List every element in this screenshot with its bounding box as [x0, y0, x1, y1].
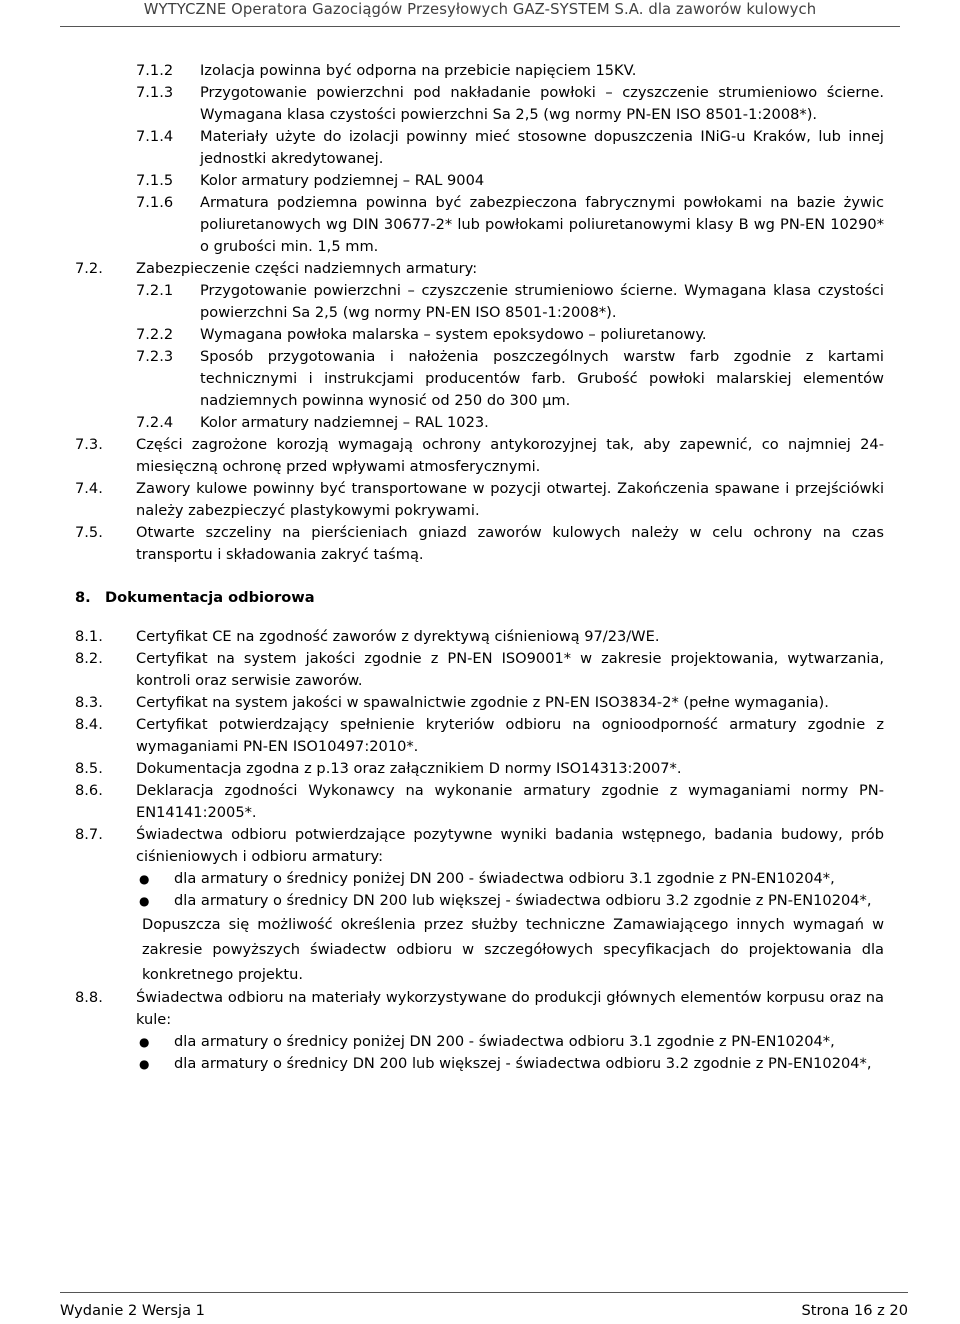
list-item: [0, 434, 960, 478]
item-number: 7.1.6: [136, 194, 174, 211]
item-number: 8.4.: [75, 716, 103, 733]
footer-edition: Wydanie 2 Wersja 1: [60, 1302, 205, 1319]
bullet-item: [0, 1031, 960, 1053]
bullet-item: [0, 868, 960, 890]
list-item: [0, 626, 960, 648]
list-item: [0, 522, 960, 566]
bullet-text: dla armatury o średnicy poniżej DN 200 - świadectwa odbioru 3.1 zgodnie z PN-EN10204*,: [174, 870, 835, 887]
bullet-item: [0, 890, 960, 912]
item-number: 7.1.4: [136, 128, 174, 145]
bullet-text: dla armatury o średnicy DN 200 lub większej - świadectwa odbioru 3.2 zgodnie z PN-EN10204*,: [174, 892, 872, 909]
item-number: 8.3.: [75, 694, 103, 711]
item-text: Kolor armatury nadziemnej – RAL 1023.: [200, 414, 489, 431]
item-text: Certyfikat na system jakości w spawalnictwie zgodnie z PN-EN ISO3834-2* (pełne wymagania).: [136, 694, 829, 711]
item-number: 8.1.: [75, 628, 103, 645]
item-text: Kolor armatury podziemnej – RAL 9004: [200, 172, 485, 189]
bullet-icon: ●: [139, 1057, 150, 1071]
item-number: 8.8.: [75, 989, 103, 1006]
item-text: Certyfikat na system jakości zgodnie z PN-EN ISO9001* w zakresie projektowania, wytwarzania, kontroli oraz serwisie zaworów.: [136, 650, 884, 689]
section-number: 8.: [75, 589, 91, 606]
note-paragraph: Dopuszcza się możliwość określenia przez służby techniczne Zamawiającego innych wymagań w zakresie powyższych świadectw odbioru w szczegółowych specyfikacjach do projektowania dla konkretnego projektu.: [142, 916, 884, 983]
list-item: [0, 60, 960, 82]
header-title: WYTYCZNE Operatora Gazociągów Przesyłowych GAZ-SYSTEM S.A. dla zaworów kulowych: [143, 1, 817, 18]
page-header: [0, 0, 960, 34]
list-item: [0, 280, 960, 324]
item-number: 8.2.: [75, 650, 103, 667]
item-text: Wymagana powłoka malarska – system epoksydowo – poliuretanowy.: [200, 326, 707, 343]
list-item: [0, 987, 960, 1031]
item-number: 7.2.1: [136, 282, 174, 299]
item-text: Izolacja powinna być odporna na przebicie napięciem 15KV.: [200, 62, 637, 79]
item-text: Świadectwa odbioru na materiały wykorzystywane do produkcji głównych elementów korpusu oraz na kule:: [136, 989, 884, 1028]
item-text: Certyfikat potwierdzający spełnienie kryteriów odbioru na ognioodporność armatury zgodnie z wymaganiami PN-EN ISO10497:2010*.: [136, 716, 884, 755]
item-text: Zabezpieczenie części nadziemnych armatury:: [136, 260, 478, 277]
item-text: Otwarte szczeliny na pierścieniach gniazd zaworów kulowych należy w celu ochrony na czas transportu i składowania zakryć taśmą.: [136, 524, 884, 563]
list-item: [0, 412, 960, 434]
item-number: 7.4.: [75, 480, 103, 497]
item-text: Dokumentacja zgodna z p.13 oraz załącznikiem D normy ISO14313:2007*.: [136, 760, 682, 777]
item-text: Materiały użyte do izolacji powinny mieć stosowne dopuszczenia INiG-u Kraków, lub innej jednostki akredytowanej.: [200, 128, 884, 167]
list-item: [0, 758, 960, 780]
document-body: [0, 60, 960, 1075]
item-text: Deklaracja zgodności Wykonawcy na wykonanie armatury zgodnie z wymaganiami normy PN-EN14141:2005*.: [136, 782, 884, 821]
item-number: 7.3.: [75, 436, 103, 453]
item-text: Certyfikat CE na zgodność zaworów z dyrektywą ciśnieniową 97/23/WE.: [136, 628, 660, 645]
list-item: [0, 714, 960, 758]
item-number: 8.5.: [75, 760, 103, 777]
page-footer: [60, 1292, 908, 1321]
list-item: [0, 258, 960, 280]
list-item: [0, 692, 960, 714]
section-title: Dokumentacja odbiorowa: [105, 589, 315, 606]
list-item: [0, 648, 960, 692]
item-text: Zawory kulowe powinny być transportowane w pozycji otwartej. Zakończenia spawane i przejściówki należy zabezpieczyć plastykowymi pokrywami.: [136, 480, 884, 519]
item-number: 7.2.2: [136, 326, 174, 343]
item-text: Armatura podziemna powinna być zabezpieczona fabrycznymi powłokami na bazie żywic poliuretanowych wg DIN 30677-2* lub powłokami poliuretanowymi klasy B wg PN-EN 10290* o grubości min. 1,5 mm.: [200, 194, 884, 255]
section-heading: [0, 587, 960, 609]
list-item: [0, 126, 960, 170]
list-item: [0, 192, 960, 258]
item-number: 7.1.5: [136, 172, 174, 189]
bullet-icon: ●: [139, 872, 150, 886]
bullet-item: [0, 1053, 960, 1075]
bullet-icon: ●: [139, 894, 150, 908]
list-item: [0, 780, 960, 824]
list-item: [0, 170, 960, 192]
header-rule: [60, 26, 900, 27]
item-number: 8.7.: [75, 826, 103, 843]
item-text: Przygotowanie powierzchni pod nakładanie powłoki – czyszczenie strumieniowo ścierne. Wymagana klasa czystości powierzchni Sa 2,5 (wg normy PN-EN ISO 8501-1:2008*).: [200, 84, 884, 123]
item-number: 7.2.4: [136, 414, 174, 431]
item-number: 8.6.: [75, 782, 103, 799]
bullet-text: dla armatury o średnicy poniżej DN 200 - świadectwa odbioru 3.1 zgodnie z PN-EN10204*,: [174, 1033, 835, 1050]
footer-page-number: Strona 16 z 20: [801, 1302, 908, 1319]
item-number: 7.1.3: [136, 84, 174, 101]
list-item: [0, 324, 960, 346]
item-text: Świadectwa odbioru potwierdzające pozytywne wyniki badania wstępnego, badania budowy, prób ciśnieniowych i odbioru armatury:: [136, 826, 884, 865]
list-item: [0, 824, 960, 868]
item-number: 7.5.: [75, 524, 103, 541]
item-number: 7.2.: [75, 260, 103, 277]
bullet-icon: ●: [139, 1035, 150, 1049]
list-item: [0, 346, 960, 412]
bullet-text: dla armatury o średnicy DN 200 lub większej - świadectwa odbioru 3.2 zgodnie z PN-EN10204*,: [174, 1055, 872, 1072]
item-text: Przygotowanie powierzchni – czyszczenie strumieniowo ścierne. Wymagana klasa czystości powierzchni Sa 2,5 (wg normy PN-EN ISO 8501-1:2008*).: [200, 282, 884, 321]
item-number: 7.2.3: [136, 348, 174, 365]
item-text: Sposób przygotowania i nałożenia poszczególnych warstw farb zgodnie z kartami technicznymi i instrukcjami producentów farb. Grubość powłoki malarskiej elementów nadziemnych powinna wynosić od 250 do 300 µm.: [200, 348, 884, 409]
list-item: [0, 82, 960, 126]
list-item: [0, 478, 960, 522]
item-text: Części zagrożone korozją wymagają ochrony antykorozyjnej tak, aby zapewnić, co najmniej 24-miesięczną ochronę przed wpływami atmosferycznymi.: [136, 436, 884, 475]
item-number: 7.1.2: [136, 62, 174, 79]
